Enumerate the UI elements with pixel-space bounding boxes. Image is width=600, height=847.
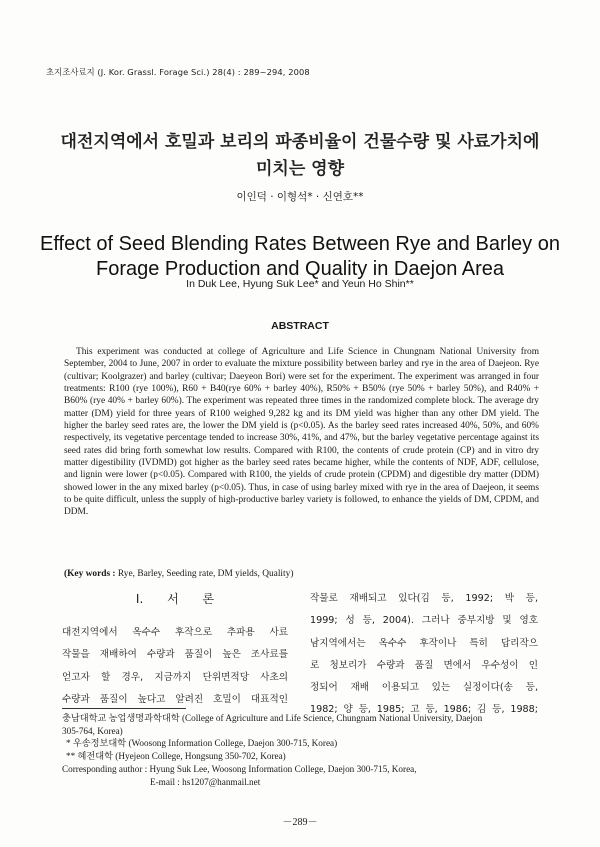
abstract-body (64, 346, 539, 519)
affiliation-main: 충남대학교 농업생명과학대학 (College of Agriculture and Life Science, Chungnam National University, Daejon (62, 713, 483, 723)
right-column (310, 588, 538, 722)
text-line: 수량과 품질이 높다고 알려진 호밀이 대표적인 (62, 693, 288, 705)
text-line: 로 청보리가 수량과 품질 면에서 우수성이 인 (310, 659, 538, 671)
text-line: 얻고자 할 경우, 지금까지 단위면적당 사초의 (62, 671, 288, 683)
footnotes (62, 712, 542, 788)
affiliation-double-star: ** 혜전대학 (Hyejeon College, Hongsung 350-702, Korea) (66, 751, 286, 762)
keywords-text: Rye, Barley, Seeding rate, DM yields, Quality) (117, 569, 294, 579)
english-title (0, 232, 600, 282)
left-column (62, 588, 288, 711)
korean-title (0, 129, 600, 183)
english-title-line-1: Effect of Seed Blending Rates Between Rye and Barley on (40, 233, 560, 255)
right-column-text (310, 588, 538, 722)
text-line: 작물을 재배하여 수량과 품질이 높은 조사료를 (62, 649, 288, 661)
korean-authors: 이인덕 · 이형석* · 신연호** (236, 191, 364, 203)
text-line: 남지역에서는 옥수수 후작이나 특히 답리작으 (310, 637, 538, 649)
keywords-label: (Key words : (64, 569, 116, 579)
affiliation-main-cont: 305-764, Korea) (62, 725, 123, 736)
text-line: 1999; 성 등, 2004). 그러나 중부지방 및 영호 (310, 615, 538, 627)
page-number: －289－ (282, 817, 318, 828)
keywords (64, 569, 539, 579)
korean-title-line-2: 미치는 영향 (255, 159, 345, 179)
email-line: E-mail : hs1207@hanmail.net (150, 776, 261, 787)
korean-title-line-1: 대전지역에서 호밀과 보리의 파종비율이 건물수량 및 사료가치에 (60, 132, 540, 152)
affiliation-star: * 우송정보대학 (Woosong Information College, Daejon 300-715, Korea) (66, 738, 338, 749)
corresponding-author: Corresponding author : Hyung Suk Lee, Woosong Information College, Daejon 300-715, Korea, (62, 763, 417, 774)
section-heading-introduction: Ⅰ. 서 론 (135, 592, 215, 606)
english-authors: In Duk Lee, Hyung Suk Lee* and Yeun Ho Shin** (186, 278, 414, 290)
text-line: 정되어 재배 이용되고 있는 실정이다(송 등, (310, 682, 538, 694)
abstract-heading: ABSTRACT (271, 320, 329, 332)
english-title-line-2: Forage Production and Quality in Daejon Area (95, 258, 505, 280)
footnote-divider (62, 708, 186, 709)
journal-header: 초지조사료지 (J. Kor. Grassl. Forage Sci.) 28(4) : 289~294, 2008 (46, 67, 310, 77)
left-column-text (62, 622, 288, 711)
abstract-text: This experiment was conducted at college of Agriculture and Life Science in Chungnam National University from September, 2004 to June, 2007 in order to evaluate the mixture possibility between barley and rye in the area of Daejeon. Rye (cultivar; Koolgrazer) and barley (cultivar; Daeyeon Bori) were set for the experiment. The experiment was arranged in four treatments: R100 (rye 100%), R60 + B40(rye 60% + barley 40%), R50% + B50% (rye 50% + barley 50%), and R40% + B60% (rye 40% + barley 60%). The experiment was repeated three times in the randomized complete block. The average dry matter (DM) yield for three years of R100 weighed 9,282 kg and its DM yield was higher than any other DM yield. The higher the barley seed rates are, the lower the DM yield is (p<0.05). As the barley seed rates increased 40%, 50%, and 60% respectively, its vegetative percentage tended to increase 30%, 41%, and 47%, but the barley vegetative percentage against its seed rates did bring forth somewhat low results. Compared with R100, the contents of crude protein (CP) and in vitro dry matter digestibility (IVDMD) got higher as the barley seed rates became higher, while the contents of NDF, ADF, cellulose, and lignin were lower (p<0.05). Compared with R100, the yields of crude protein (CPDM) and digestible dry matter (DDM) showed lower in the any mixed barley (p<0.05). Thus, in case of using barley mixed with rye in the area of Daejeon, it seems to be quite difficult, unless the supply of high-productive barley variety is followed, to enhance the yields of DM, CPDM, and DDM. (64, 347, 539, 518)
text-line: 대전지역에서 옥수수 후작으로 추파용 사료 (62, 627, 288, 638)
text-line: 작물로 재배되고 있다(김 등, 1992; 박 등, (310, 593, 538, 604)
text-line: 1982; 양 등, 1985; 고 등, 1986; 김 등, 1988; (310, 704, 538, 716)
